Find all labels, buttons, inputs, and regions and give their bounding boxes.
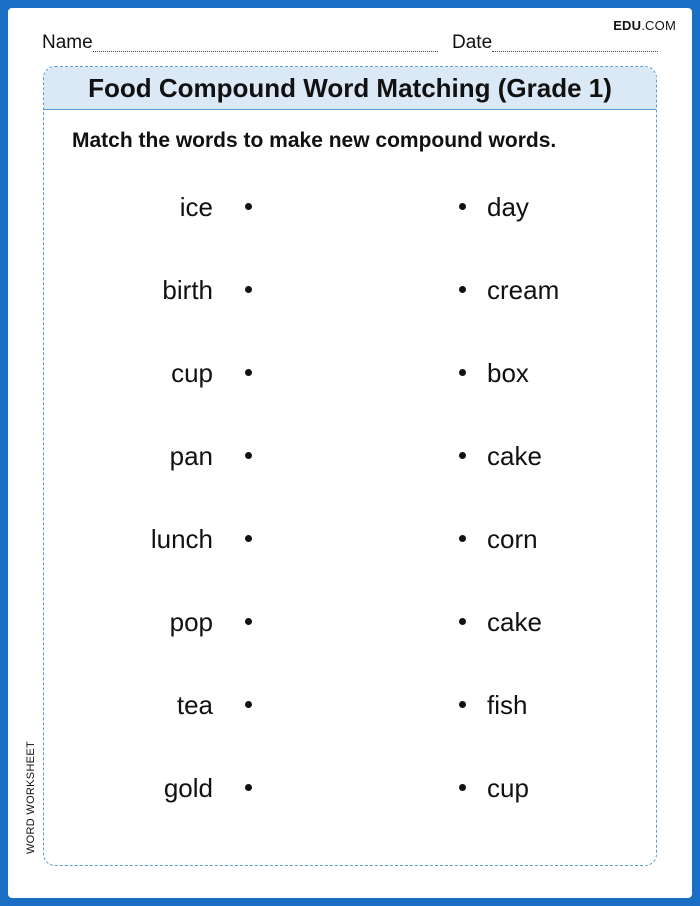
date-field[interactable] [452, 30, 658, 54]
left-dot[interactable] [245, 784, 252, 791]
left-dot[interactable] [245, 286, 252, 293]
name-field[interactable] [42, 30, 438, 54]
right-word: box [487, 358, 529, 388]
left-word: pan [169, 441, 213, 471]
side-label: WORD WORKSHEET [25, 741, 37, 854]
right-word: corn [487, 524, 538, 554]
name-blank[interactable] [93, 50, 438, 52]
date-blank[interactable] [492, 50, 658, 52]
title-bar [44, 67, 656, 110]
left-word: lunch [150, 524, 213, 554]
right-word: cake [487, 607, 542, 637]
right-word: fish [487, 690, 528, 720]
right-dot[interactable] [459, 369, 466, 376]
right-word: cup [487, 773, 529, 803]
right-dot[interactable] [459, 701, 466, 708]
match-row [44, 270, 656, 310]
left-word: cup [171, 358, 213, 388]
match-row [44, 768, 656, 808]
left-word: tea [176, 690, 213, 720]
left-dot[interactable] [245, 452, 252, 459]
left-dot[interactable] [245, 701, 252, 708]
right-dot[interactable] [459, 618, 466, 625]
brand-prefix: EDU [613, 18, 642, 33]
right-dot[interactable] [459, 286, 466, 293]
left-word: birth [162, 275, 213, 305]
right-dot[interactable] [459, 535, 466, 542]
worksheet-title: Food Compound Word Matching (Grade 1) [88, 72, 612, 103]
right-word: cake [487, 441, 542, 471]
right-word: day [487, 192, 529, 222]
match-row [44, 685, 656, 725]
match-row [44, 353, 656, 393]
left-dot[interactable] [245, 369, 252, 376]
left-dot[interactable] [245, 535, 252, 542]
instructions: Match the words to make new compound words. [72, 129, 557, 152]
match-row [44, 602, 656, 642]
left-dot[interactable] [245, 618, 252, 625]
left-word: pop [169, 607, 213, 637]
name-label: Name [42, 32, 93, 53]
date-label: Date [452, 32, 493, 53]
match-row [44, 436, 656, 476]
match-row [44, 187, 656, 227]
right-dot[interactable] [459, 452, 466, 459]
right-dot[interactable] [459, 784, 466, 791]
left-dot[interactable] [245, 203, 252, 210]
match-row [44, 519, 656, 559]
worksheet-panel [43, 66, 657, 866]
brand-suffix: .COM [641, 18, 676, 33]
left-word: ice [179, 192, 213, 222]
right-dot[interactable] [459, 203, 466, 210]
worksheet-page [8, 8, 692, 898]
right-word: cream [487, 275, 560, 305]
left-word: gold [163, 773, 213, 803]
